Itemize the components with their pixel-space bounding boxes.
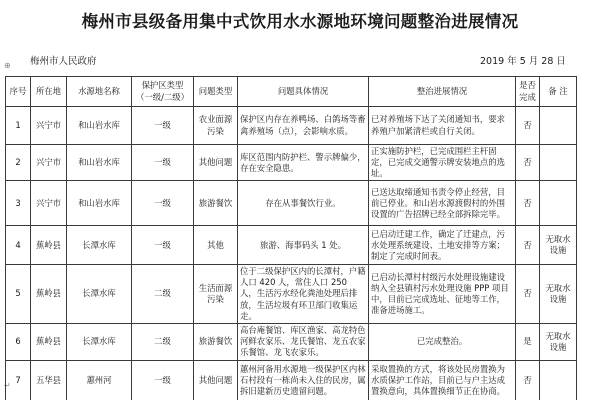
progress-table (5, 76, 577, 400)
cell-zone: 一级 (132, 360, 194, 400)
cell-problem: 高台庵餐馆、库区渔家、高龙特色河鲜农家乐、龙氏餐馆、龙五农家乐餐馆、龙飞农家乐。 (238, 323, 369, 360)
cell-zone: 一级 (132, 107, 194, 145)
cell-type: 旅游餐饮 (194, 181, 238, 226)
cell-zone: 二级 (132, 265, 194, 323)
cell-problem: 保护区内存在养鸭场、白鸽场等畜禽养殖场（点），会影响水质。 (238, 107, 369, 145)
cell-note (540, 360, 577, 400)
cell-no: 3 (6, 181, 31, 226)
cell-location: 蕉岭县 (31, 265, 67, 323)
cell-location: 蕉岭县 (31, 226, 67, 265)
issuer-label: 梅州市人民政府 (30, 56, 97, 67)
cell-location: 兴宁市 (31, 181, 67, 226)
cell-problem: 库区范围内防护栏、警示牌偏少，存在安全隐患。 (238, 145, 369, 181)
cell-type: 其他问题 (194, 145, 238, 181)
paragraph-mark-icon: ↵ (4, 381, 11, 390)
cell-note (540, 107, 577, 145)
cell-progress: 已对养殖场下达了关闭通知书，要求养殖户加紧清栏或自行关闭。 (369, 107, 516, 145)
cell-no: 5 (6, 265, 31, 323)
table-row (6, 107, 577, 145)
cell-location: 兴宁市 (31, 145, 67, 181)
table-move-handle-icon[interactable]: ⊕ (4, 61, 11, 70)
document-date: 2019 年 5 月 28 日 (480, 56, 566, 67)
header-no: 序号 (6, 77, 31, 107)
cell-location: 蕉岭县 (31, 323, 67, 360)
cell-no: 6 (6, 323, 31, 360)
cell-note: 无取水设施 (540, 323, 577, 360)
cell-zone: 一级 (132, 181, 194, 226)
cell-location: 兴宁市 (31, 107, 67, 145)
header-type: 问题类型 (194, 77, 238, 107)
cell-no: 2 (6, 145, 31, 181)
cell-source: 和山岩水库 (67, 181, 132, 226)
table-row (6, 181, 577, 226)
header-problem: 问题具体情况 (238, 77, 369, 107)
cell-type: 农业面源污染 (194, 107, 238, 145)
cell-done: 否 (516, 181, 540, 226)
table-row (6, 323, 577, 360)
cell-done: 否 (516, 226, 540, 265)
cell-done: 否 (516, 107, 540, 145)
cell-problem: 旅游、海事码头 1 处。 (238, 226, 369, 265)
document-title: 梅州市县级备用集中式饮用水水源地环境问题整治进展情况 (81, 12, 519, 31)
cell-done: 是 (516, 323, 540, 360)
cell-source: 长潭水库 (67, 226, 132, 265)
cell-type: 生活面源污染 (194, 265, 238, 323)
cell-location: 五华县 (31, 360, 67, 400)
cell-done: 否 (516, 360, 540, 400)
header-progress: 整治进展情况 (369, 77, 516, 107)
cell-zone: 二级 (132, 323, 194, 360)
cell-progress: 已启动迁建工作，确定了迁建点，污水处理系统建设、土地安排等方案；制定了完成时间表。 (369, 226, 516, 265)
cell-source: 和山岩水库 (67, 145, 132, 181)
cell-note (540, 181, 577, 226)
cell-note: 无取水设施 (540, 226, 577, 265)
header-location: 所在地 (31, 77, 67, 107)
cell-type: 其他问题 (194, 360, 238, 400)
cell-done: 否 (516, 265, 540, 323)
cell-note: 无取水设施 (540, 265, 577, 323)
cell-zone: 一级 (132, 145, 194, 181)
cell-problem: 蕙州河备用水源地一级保护区内林石村段有一栋尚未入住的民房，属拆旧建新历史遗留问题。 (238, 360, 369, 400)
table-row (6, 226, 577, 265)
cell-no: 1 (6, 107, 31, 145)
cell-no: 4 (6, 226, 31, 265)
table-row (6, 360, 577, 400)
header-note: 备 注 (540, 77, 577, 107)
cell-problem: 位于二级保护区内的长潭村，户籍人口 420 人，常住人口 250 人，生活污水经化粪池处理后排放，生活垃圾有环卫部门收集运走。 (238, 265, 369, 323)
table-header-row (6, 77, 577, 107)
cell-progress: 已完成整治。 (369, 323, 516, 360)
header-done: 是否完成 (516, 77, 540, 107)
cell-note (540, 145, 577, 181)
cell-no: 7 (6, 360, 31, 400)
header-zone: 保护区类型（一级/二级） (132, 77, 194, 107)
cell-progress: 已启动长潭村村级污水处理设施建设纳入全县镇村污水处理设施 PPP 项目中，目前已完成选址、征地等工作，准备进场施工。 (369, 265, 516, 323)
cell-done: 否 (516, 145, 540, 181)
cell-problem: 存在从事餐饮行业。 (238, 181, 369, 226)
cell-progress: 正实施防护栏，已完成围栏主杆固定，已完成交通警示牌安装地点的选址。 (369, 145, 516, 181)
cell-source: 和山岩水库 (67, 107, 132, 145)
header-source: 水源地名称 (67, 77, 132, 107)
cell-type: 其他 (194, 226, 238, 265)
cell-source: 长潭水库 (67, 265, 132, 323)
cell-source: 蕙州河 (67, 360, 132, 400)
cell-type: 旅游餐饮 (194, 323, 238, 360)
table-row (6, 145, 577, 181)
cell-source: 长潭水库 (67, 323, 132, 360)
cell-progress: 采取置换的方式，将该处民房置换为水质保护工作站，目前已与户主达成置换意向，具体置换细节正在协商。 (369, 360, 516, 400)
cell-progress: 已送达取缔通知书责令停止经营，目前已停业。和山岩水源渡假村的外围设置的广告招牌已经全部拆除完毕。 (369, 181, 516, 226)
table-row (6, 265, 577, 323)
cell-zone: 一级 (132, 226, 194, 265)
